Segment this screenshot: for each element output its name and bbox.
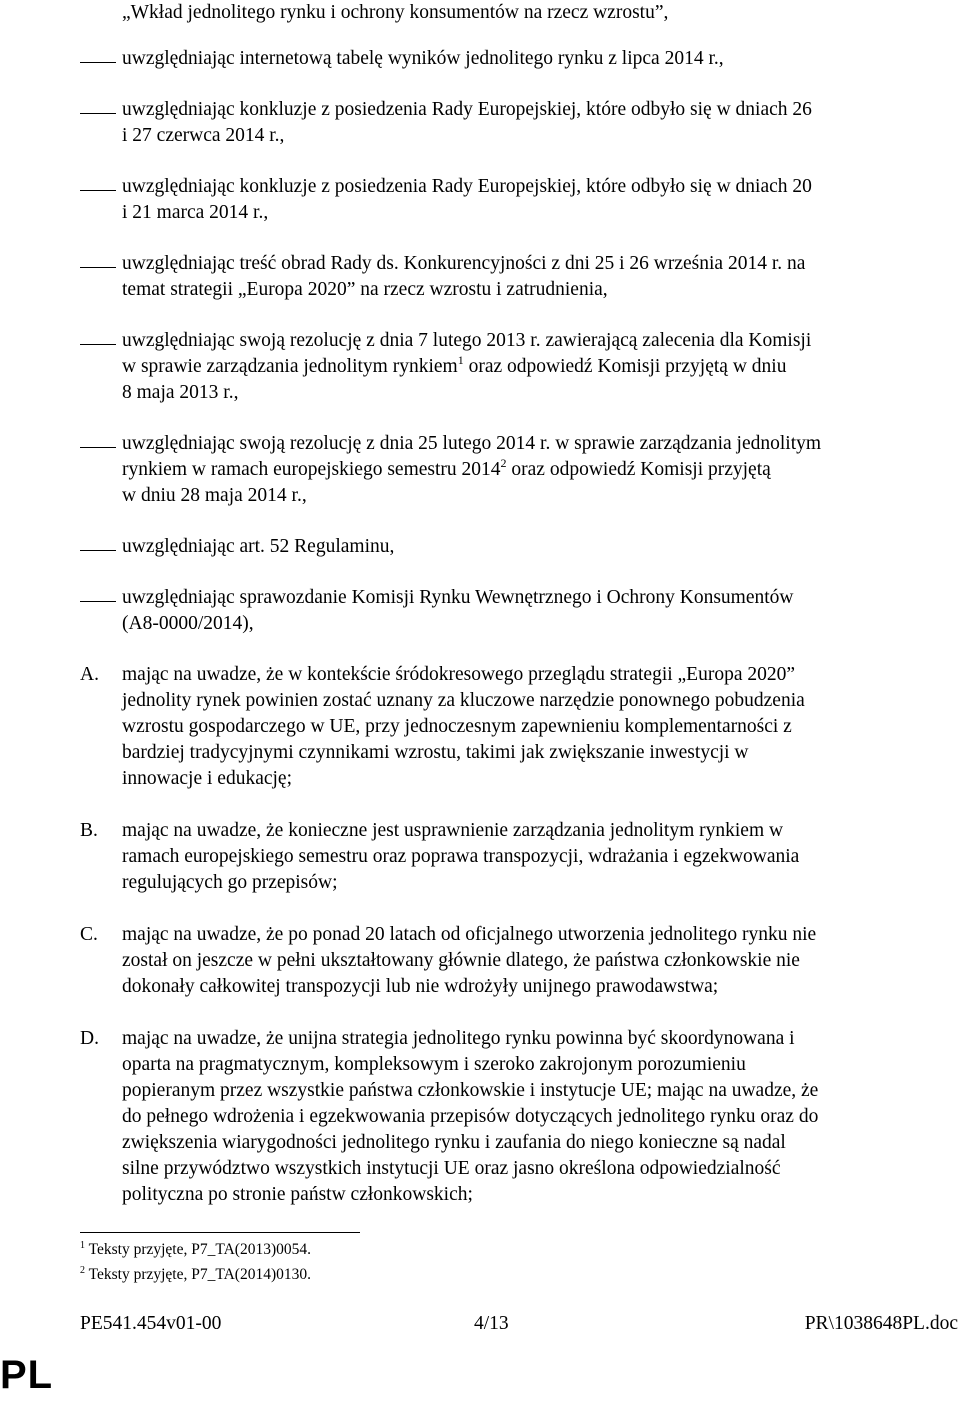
recital-line: mając na uwadze, że w kontekście śródokresowego przeglądu strategii „Europa 2020” bbox=[122, 664, 796, 685]
citation-line: w dniu 28 maja 2014 r., bbox=[122, 485, 307, 506]
citation-line bbox=[122, 457, 771, 483]
dash-marker bbox=[80, 447, 116, 448]
footer-document-name: PR\1038648PL.doc bbox=[804, 1313, 958, 1334]
citation-line: uwzględniając treść obrad Rady ds. Konkurencyjności z dni 25 i 26 września 2014 r. na bbox=[122, 253, 806, 274]
citation-title-line: „Wkład jednolitego rynku i ochrony konsumentów na rzecz wzrostu”, bbox=[122, 2, 669, 23]
citation-line: i 21 marca 2014 r., bbox=[122, 202, 269, 223]
dash-marker bbox=[80, 344, 116, 345]
recital-line: popieranym przez wszystkie państwa członkowskie i instytucje UE; mając na uwadze, że bbox=[122, 1080, 819, 1101]
footer-page-number: 4/13 bbox=[474, 1313, 509, 1334]
recital-line: bardziej tradycyjnymi czynnikami wzrostu, takimi jak zwiększanie inwestycji w bbox=[122, 742, 749, 763]
citation-line-text: oraz odpowiedź Komisji przyjętą bbox=[506, 459, 771, 480]
footnote-separator bbox=[80, 1232, 360, 1233]
recital-line: do pełnego wdrożenia i egzekwowania przepisów dotyczących jednolitego rynku oraz do bbox=[122, 1106, 819, 1127]
dash-marker bbox=[80, 267, 116, 268]
citation-line: uwzględniając swoją rezolucję z dnia 7 lutego 2013 r. zawierającą zalecenia dla Komisji bbox=[122, 330, 812, 351]
citation-line: i 27 czerwca 2014 r., bbox=[122, 125, 285, 146]
footnote-number: 2 bbox=[80, 1265, 85, 1276]
footnote-ref[interactable]: 2 bbox=[500, 456, 507, 470]
recital-line: został on jeszcze w pełni ukształtowany głównie dlatego, że państwa członkowskie nie bbox=[122, 950, 800, 971]
footnote-text: Teksty przyjęte, P7_TA(2013)0054. bbox=[85, 1241, 311, 1258]
recital-line: oparta na pragmatycznym, kompleksowym i szeroko zakrojonym porozumieniu bbox=[122, 1054, 746, 1075]
dash-marker bbox=[80, 190, 116, 191]
footnote bbox=[80, 1240, 311, 1260]
recital-letter: A. bbox=[80, 664, 99, 685]
citation-line: temat strategii „Europa 2020” na rzecz wzrostu i zatrudnienia, bbox=[122, 279, 608, 300]
citation-line: uwzględniając konkluzje z posiedzenia Rady Europejskiej, które odbyło się w dniach 26 bbox=[122, 99, 812, 120]
citation-line-text: oraz odpowiedź Komisji przyjętą w dniu bbox=[463, 356, 787, 377]
recital-line: innowacje i edukację; bbox=[122, 768, 293, 789]
citation-line: uwzględniając art. 52 Regulaminu, bbox=[122, 536, 395, 557]
recital-line: mając na uwadze, że po ponad 20 latach od oficjalnego utworzenia jednolitego rynku nie bbox=[122, 924, 817, 945]
recital-line: jednolity rynek powinien zostać uznany za kluczowe narzędzie ponownego pobudzenia bbox=[122, 690, 805, 711]
recital-line: mając na uwadze, że unijna strategia jednolitego rynku powinna być skoordynowana i bbox=[122, 1028, 795, 1049]
citation-line-text: w sprawie zarządzania jednolitym rynkiem bbox=[122, 356, 458, 377]
footer-reference: PE541.454v01-00 bbox=[80, 1313, 222, 1334]
citation-line-text: rynkiem w ramach europejskiego semestru 2014 bbox=[122, 459, 501, 480]
footnote-text: Teksty przyjęte, P7_TA(2014)0130. bbox=[85, 1266, 311, 1283]
dash-marker bbox=[80, 550, 116, 551]
footnote-number: 1 bbox=[80, 1240, 85, 1251]
recital-line: dokonały całkowitej transpozycji lub nie wdrożyły unijnego prawodawstwa; bbox=[122, 976, 719, 997]
citation-line: uwzględniając sprawozdanie Komisji Rynku Wewnętrznego i Ochrony Konsumentów bbox=[122, 587, 794, 608]
citation-line: 8 maja 2013 r., bbox=[122, 382, 239, 403]
footnote-ref[interactable]: 1 bbox=[457, 353, 464, 367]
recital-line: wzrostu gospodarczego w UE, przy jednoczesnym zapewnieniu komplementarności z bbox=[122, 716, 792, 737]
recital-line: silne przywództwo wszystkich instytucji UE oraz jasno określona odpowiedzialność bbox=[122, 1158, 781, 1179]
recital-line: polityczna po stronie państw członkowskich; bbox=[122, 1184, 473, 1205]
recital-line: zwiększenia wiarygodności jednolitego rynku i zaufania do niego konieczne są nadal bbox=[122, 1132, 786, 1153]
citation-line: uwzględniając konkluzje z posiedzenia Rady Europejskiej, które odbyło się w dniach 20 bbox=[122, 176, 812, 197]
dash-marker bbox=[80, 62, 116, 63]
dash-marker bbox=[80, 601, 116, 602]
recital-line: regulujących go przepisów; bbox=[122, 872, 338, 893]
recital-letter: B. bbox=[80, 820, 98, 841]
recital-letter: D. bbox=[80, 1028, 99, 1049]
dash-marker bbox=[80, 113, 116, 114]
language-mark: PL bbox=[0, 1353, 54, 1397]
recital-letter: C. bbox=[80, 924, 98, 945]
recital-line: mając na uwadze, że konieczne jest usprawnienie zarządzania jednolitym rynkiem w bbox=[122, 820, 784, 841]
recital-line: ramach europejskiego semestru oraz poprawa transpozycji, wdrażania i egzekwowania bbox=[122, 846, 800, 867]
citation-line: (A8-0000/2014), bbox=[122, 613, 254, 634]
citation-line: uwzględniając swoją rezolucję z dnia 25 lutego 2014 r. w sprawie zarządzania jednolitym bbox=[122, 433, 822, 454]
footnote bbox=[80, 1265, 311, 1285]
citation-line bbox=[122, 354, 786, 380]
citation-line: uwzględniając internetową tabelę wyników jednolitego rynku z lipca 2014 r., bbox=[122, 48, 724, 69]
